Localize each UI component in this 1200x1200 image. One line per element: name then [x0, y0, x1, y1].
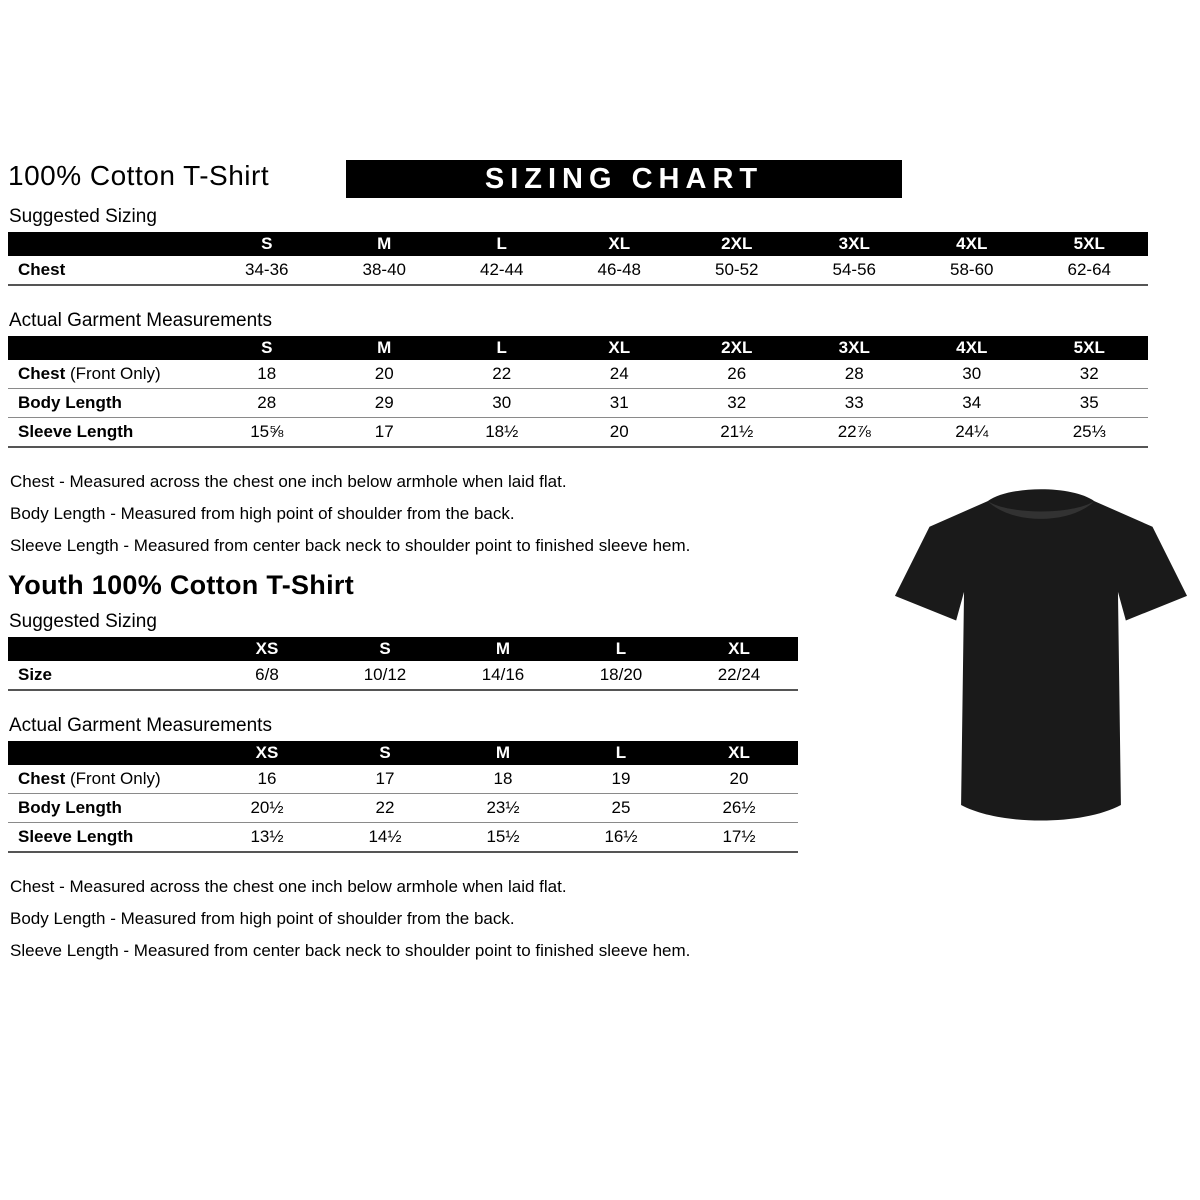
corner-cell: [8, 232, 208, 256]
column-header: 4XL: [956, 234, 988, 253]
cell: 32: [1079, 364, 1099, 383]
column-header: XS: [255, 743, 279, 762]
cell: 17½: [722, 827, 756, 846]
cell: 20: [374, 364, 394, 383]
table-row: [8, 765, 798, 794]
cell: 26½: [722, 798, 756, 817]
cell: 28: [844, 364, 864, 383]
column-header: XL: [728, 743, 750, 762]
cell: 20: [609, 422, 629, 441]
column-header: S: [379, 639, 391, 658]
cell: 62-64: [1067, 260, 1111, 279]
note-sleeve-length: Sleeve Length - Measured from center back neck to shoulder point to finished sleeve hem.: [10, 536, 691, 555]
cell: 30: [962, 364, 982, 383]
table-row: [8, 418, 1148, 448]
column-header: 5XL: [1073, 234, 1105, 253]
cell: 54-56: [832, 260, 876, 279]
table-header-row: [8, 637, 798, 661]
cell: 35: [1079, 393, 1099, 412]
table-header-row: [8, 336, 1148, 360]
column-header: 3XL: [838, 338, 870, 357]
column-header: M: [495, 639, 511, 658]
cell: 46-48: [597, 260, 641, 279]
cell: 18/20: [599, 665, 643, 684]
cell: 58-60: [950, 260, 994, 279]
adult-actual-measurements-table: [8, 336, 1148, 448]
column-header: XS: [255, 639, 279, 658]
row-label: Sleeve Length: [18, 827, 134, 846]
cell: 21½: [720, 422, 754, 441]
cell: 50-52: [715, 260, 759, 279]
cell: 32: [727, 393, 747, 412]
cell: 22: [375, 798, 395, 817]
column-header: M: [377, 234, 392, 253]
table-row: [8, 256, 1148, 286]
column-header: L: [615, 639, 627, 658]
cell: 22⅞: [837, 422, 871, 441]
row-label: Chest (Front Only): [18, 769, 161, 788]
cell: 31: [609, 393, 629, 412]
tshirt-image: [893, 478, 1189, 836]
column-header: L: [615, 743, 627, 762]
cell: 34: [962, 393, 982, 412]
table-header-row: [8, 741, 798, 765]
row-label: Chest (Front Only): [18, 364, 161, 383]
page-title: 100% Cotton T-Shirt: [8, 160, 270, 191]
cell: 38-40: [362, 260, 406, 279]
cell: 30: [492, 393, 512, 412]
adult-suggested-sizing-label: Suggested Sizing: [9, 206, 157, 227]
cell: 25: [611, 798, 631, 817]
row-label: Body Length: [18, 393, 122, 412]
cell: 26: [727, 364, 747, 383]
row-label: Sleeve Length: [18, 422, 134, 441]
cell: 33: [844, 393, 864, 412]
cell: 22/24: [717, 665, 761, 684]
column-header: XL: [608, 338, 631, 357]
youth-measurement-notes: [8, 877, 1150, 961]
cell: 22: [492, 364, 512, 383]
cell: 18: [257, 364, 277, 383]
column-header: 3XL: [838, 234, 870, 253]
cell: 25⅓: [1072, 422, 1106, 441]
cell: 24¼: [955, 422, 989, 441]
cell: 10/12: [363, 665, 407, 684]
cell: 15⅝: [250, 422, 284, 441]
column-header: 2XL: [721, 234, 753, 253]
note-chest: Chest - Measured across the chest one inch below armhole when laid flat.: [10, 472, 567, 491]
cell: 16: [257, 769, 277, 788]
note-body-length: Body Length - Measured from high point of shoulder from the back.: [10, 504, 515, 523]
cell: 14½: [368, 827, 402, 846]
column-header: S: [261, 234, 273, 253]
cell: 14/16: [481, 665, 525, 684]
youth-suggested-sizing-label: Suggested Sizing: [9, 611, 157, 632]
title-row: [8, 160, 1150, 202]
note-chest: Chest - Measured across the chest one inch below armhole when laid flat.: [10, 877, 567, 896]
cell: 6/8: [255, 665, 279, 684]
column-header: M: [495, 743, 511, 762]
column-header: S: [379, 743, 391, 762]
cell: 42-44: [480, 260, 524, 279]
column-header: M: [377, 338, 392, 357]
table-row: [8, 389, 1148, 418]
youth-suggested-sizing-table: [8, 637, 798, 691]
column-header: 2XL: [721, 338, 753, 357]
corner-cell: [8, 741, 208, 765]
cell: 18½: [485, 422, 519, 441]
column-header: 5XL: [1073, 338, 1105, 357]
cell: 20: [729, 769, 749, 788]
cell: 17: [374, 422, 394, 441]
column-header: S: [261, 338, 273, 357]
table-row: [8, 360, 1148, 389]
table-row: [8, 823, 798, 853]
column-header: XL: [608, 234, 631, 253]
cell: 17: [375, 769, 395, 788]
youth-actual-measurements-table: [8, 741, 798, 853]
column-header: L: [496, 234, 507, 253]
column-header: 4XL: [956, 338, 988, 357]
tshirt-body-shape: [895, 489, 1187, 820]
adult-actual-measurements-label: Actual Garment Measurements: [9, 310, 272, 331]
row-label: Chest: [18, 260, 66, 279]
sizing-chart-banner: SIZING CHART: [346, 160, 902, 198]
cell: 29: [374, 393, 394, 412]
cell: 28: [257, 393, 277, 412]
table-header-row: [8, 232, 1148, 256]
corner-cell: [8, 637, 208, 661]
cell: 20½: [250, 798, 284, 817]
cell: 19: [611, 769, 631, 788]
table-row: [8, 794, 798, 823]
cell: 34-36: [245, 260, 289, 279]
note-sleeve-length: Sleeve Length - Measured from center back neck to shoulder point to finished sleeve hem.: [10, 941, 691, 960]
youth-title: Youth 100% Cotton T-Shirt: [8, 570, 354, 600]
adult-suggested-sizing-table: [8, 232, 1148, 286]
corner-cell: [8, 336, 208, 360]
table-row: [8, 661, 798, 691]
youth-actual-measurements-label: Actual Garment Measurements: [9, 715, 272, 736]
column-header: L: [496, 338, 507, 357]
column-header: XL: [728, 639, 750, 658]
row-label: Size: [18, 665, 53, 684]
note-body-length: Body Length - Measured from high point of shoulder from the back.: [10, 909, 515, 928]
cell: 15½: [486, 827, 520, 846]
cell: 13½: [250, 827, 284, 846]
cell: 23½: [486, 798, 520, 817]
row-label: Body Length: [18, 798, 122, 817]
cell: 16½: [604, 827, 638, 846]
cell: 18: [493, 769, 513, 788]
cell: 24: [609, 364, 629, 383]
